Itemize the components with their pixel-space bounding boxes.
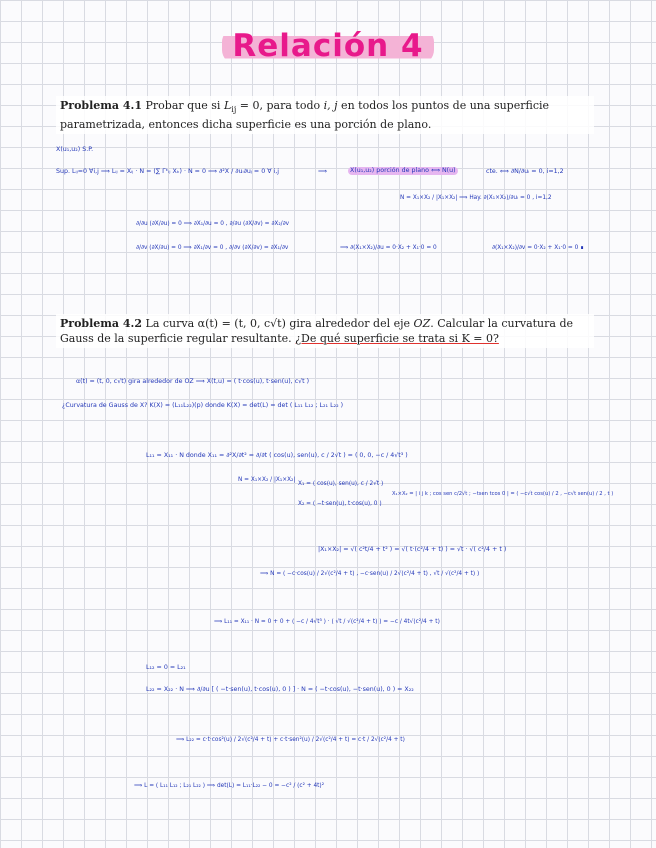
note-line: N = X₁×X₂ / |X₁×X₂| xyxy=(238,477,296,483)
problem-4-2 xyxy=(56,314,594,348)
note-arrow: ⟹ xyxy=(318,168,328,175)
note-line: L₂₂ = X₂₂ · N ⟹ ∂/∂u [ ( −t·sen(u), t·cos(u), 0 ) ] · N = ( −t·cos(u), −t·sen(u), 0 ) = X₂₂ xyxy=(146,686,414,693)
page-title: Relación 4 xyxy=(222,28,433,64)
note-line: ⟹ L₂₂ = c·t·cos²(u) / 2√(c²/4 + t) + c·t·sen²(u) / 2√(c²/4 + t) = c·t / 2√(c²/4 + t) xyxy=(176,737,405,743)
note-line: L₁₁ = X₁₁ · N donde X₁₁ = ∂²X/∂t² = ∂/∂t ( cos(u), sen(u), c / 2√t ) = ( 0, 0, −c / 4√t³ ) xyxy=(146,452,408,459)
problem-label: Problema 4.2 xyxy=(60,317,143,330)
note-line: α(t) = (t, 0, c√t) gira alrededor de OZ ⟹ X(t,u) = ( t·cos(u), t·sen(u), c√t ) xyxy=(76,378,310,385)
page-title-block xyxy=(0,28,656,64)
problem-text-mid: . Calcular la curvatura de Gauss de la superficie regular resultante. xyxy=(60,317,573,345)
note-line: ⟹ ∂(X₁×X₂)/∂u = 0·X₂ + X₁·0 = 0 xyxy=(340,245,437,251)
problem-math-ij: i, j xyxy=(323,99,338,112)
problem-math-sub: ij xyxy=(231,105,237,115)
note-line: ∂/∂u (∂X/∂u) = 0 ⟹ ∂X₁/∂u = 0 , ∂/∂u (∂X/∂v) = ∂X₂/∂v xyxy=(136,221,290,227)
problem-math-axis: OZ xyxy=(413,317,431,330)
note-line: X₂ = ( −t·sen(u), t·cos(u), 0 ) xyxy=(298,501,382,507)
note-line: Sup. Lᵢⱼ=0 ∀i,j ⟹ Lᵢⱼ = Xᵢⱼ · N = (∑ Γᵏᵢⱼ Xₖ) · N = 0 ⟹ ∂²X / ∂uᵢ∂uⱼ = 0 ∀ i,j xyxy=(56,168,280,175)
note-line: ⟹ N = ( −c·cos(u) / 2√(c²/4 + t) , −c·sen(u) / 2√(c²/4 + t) , √t / √(c²/4 + t) ) xyxy=(260,571,480,577)
problem-text-before: La curva α(t) = (t, 0, c√t) gira alrededor del eje xyxy=(145,317,414,330)
note-line: X₁×X₂ = | i j k ; cos sen c/2√t ; −tsen tcos 0 | = ( −c√t cos(u) / 2 , −c√t sen(u) / 2 , t ) xyxy=(392,491,614,497)
note-line: cte. ⟺ ∂N/∂uᵢ = 0, i=1,2 xyxy=(486,168,564,175)
note-highlight: X(u₁,u₂) porción de plano ⟺ N(u) xyxy=(350,167,456,174)
problem-text-before: Probar que si xyxy=(145,99,224,112)
note-line: |X₁×X₂| = √( c²t/4 + t² ) = √( t·(c²/4 + t) ) = √t · √( c²/4 + t ) xyxy=(318,546,507,553)
note-line: ⟹ L = ( L₁₁ L₁₂ ; L₂₁ L₂₂ ) ⟹ det(L) = L₁₁·L₂₂ − 0 = −c² / (c² + 4t)² xyxy=(134,783,325,789)
problem-4-1 xyxy=(56,96,594,134)
note-line: X(u₁,u₂) S.P. xyxy=(56,146,94,153)
note-line: ¿Curvatura de Gauss de X? K(X) = (L₁₁L₂₂)(p) donde K(X) = det(L) = det ( L₁₁ L₁₂ ; L₂₁ L₂₂ ) xyxy=(62,402,344,409)
problem-text-mid: = 0, para todo xyxy=(236,99,324,112)
problem-text-after: en todos los puntos de una superficie parametrizada, entonces dicha superficie es una porción de plano. xyxy=(60,99,550,132)
note-line: ∂(X₁×X₂)/∂v = 0·X₂ + X₁·0 = 0 ∎ xyxy=(492,245,584,251)
note-line: N = X₁×X₂ / |X₁×X₂| ⟹ Hay. ∂(X₁×X₂)/∂uᵢ = 0 , i=1,2 xyxy=(400,195,552,201)
note-line: L₁₂ = 0 = L₂₁ xyxy=(146,664,186,671)
problem-math-l: L xyxy=(223,99,232,112)
note-line: X₁ = ( cos(u), sen(u), c / 2√t ) xyxy=(298,481,384,487)
problem-label: Problema 4.1 xyxy=(60,99,143,112)
note-line: ⟹ L₁₁ = X₁₁ · N = 0 + 0 + ( −c / 4√t³ ) · ( √t / √(c²/4 + t) ) = −c / 4t√(c²/4 + t) xyxy=(214,619,440,625)
problem-question: ¿De qué superficie se trata si K = 0? xyxy=(295,332,499,345)
note-line: ∂/∂v (∂X/∂u) = 0 ⟹ ∂X₁/∂v = 0 , ∂/∂v (∂X/∂v) = ∂X₁/∂v xyxy=(136,245,289,251)
